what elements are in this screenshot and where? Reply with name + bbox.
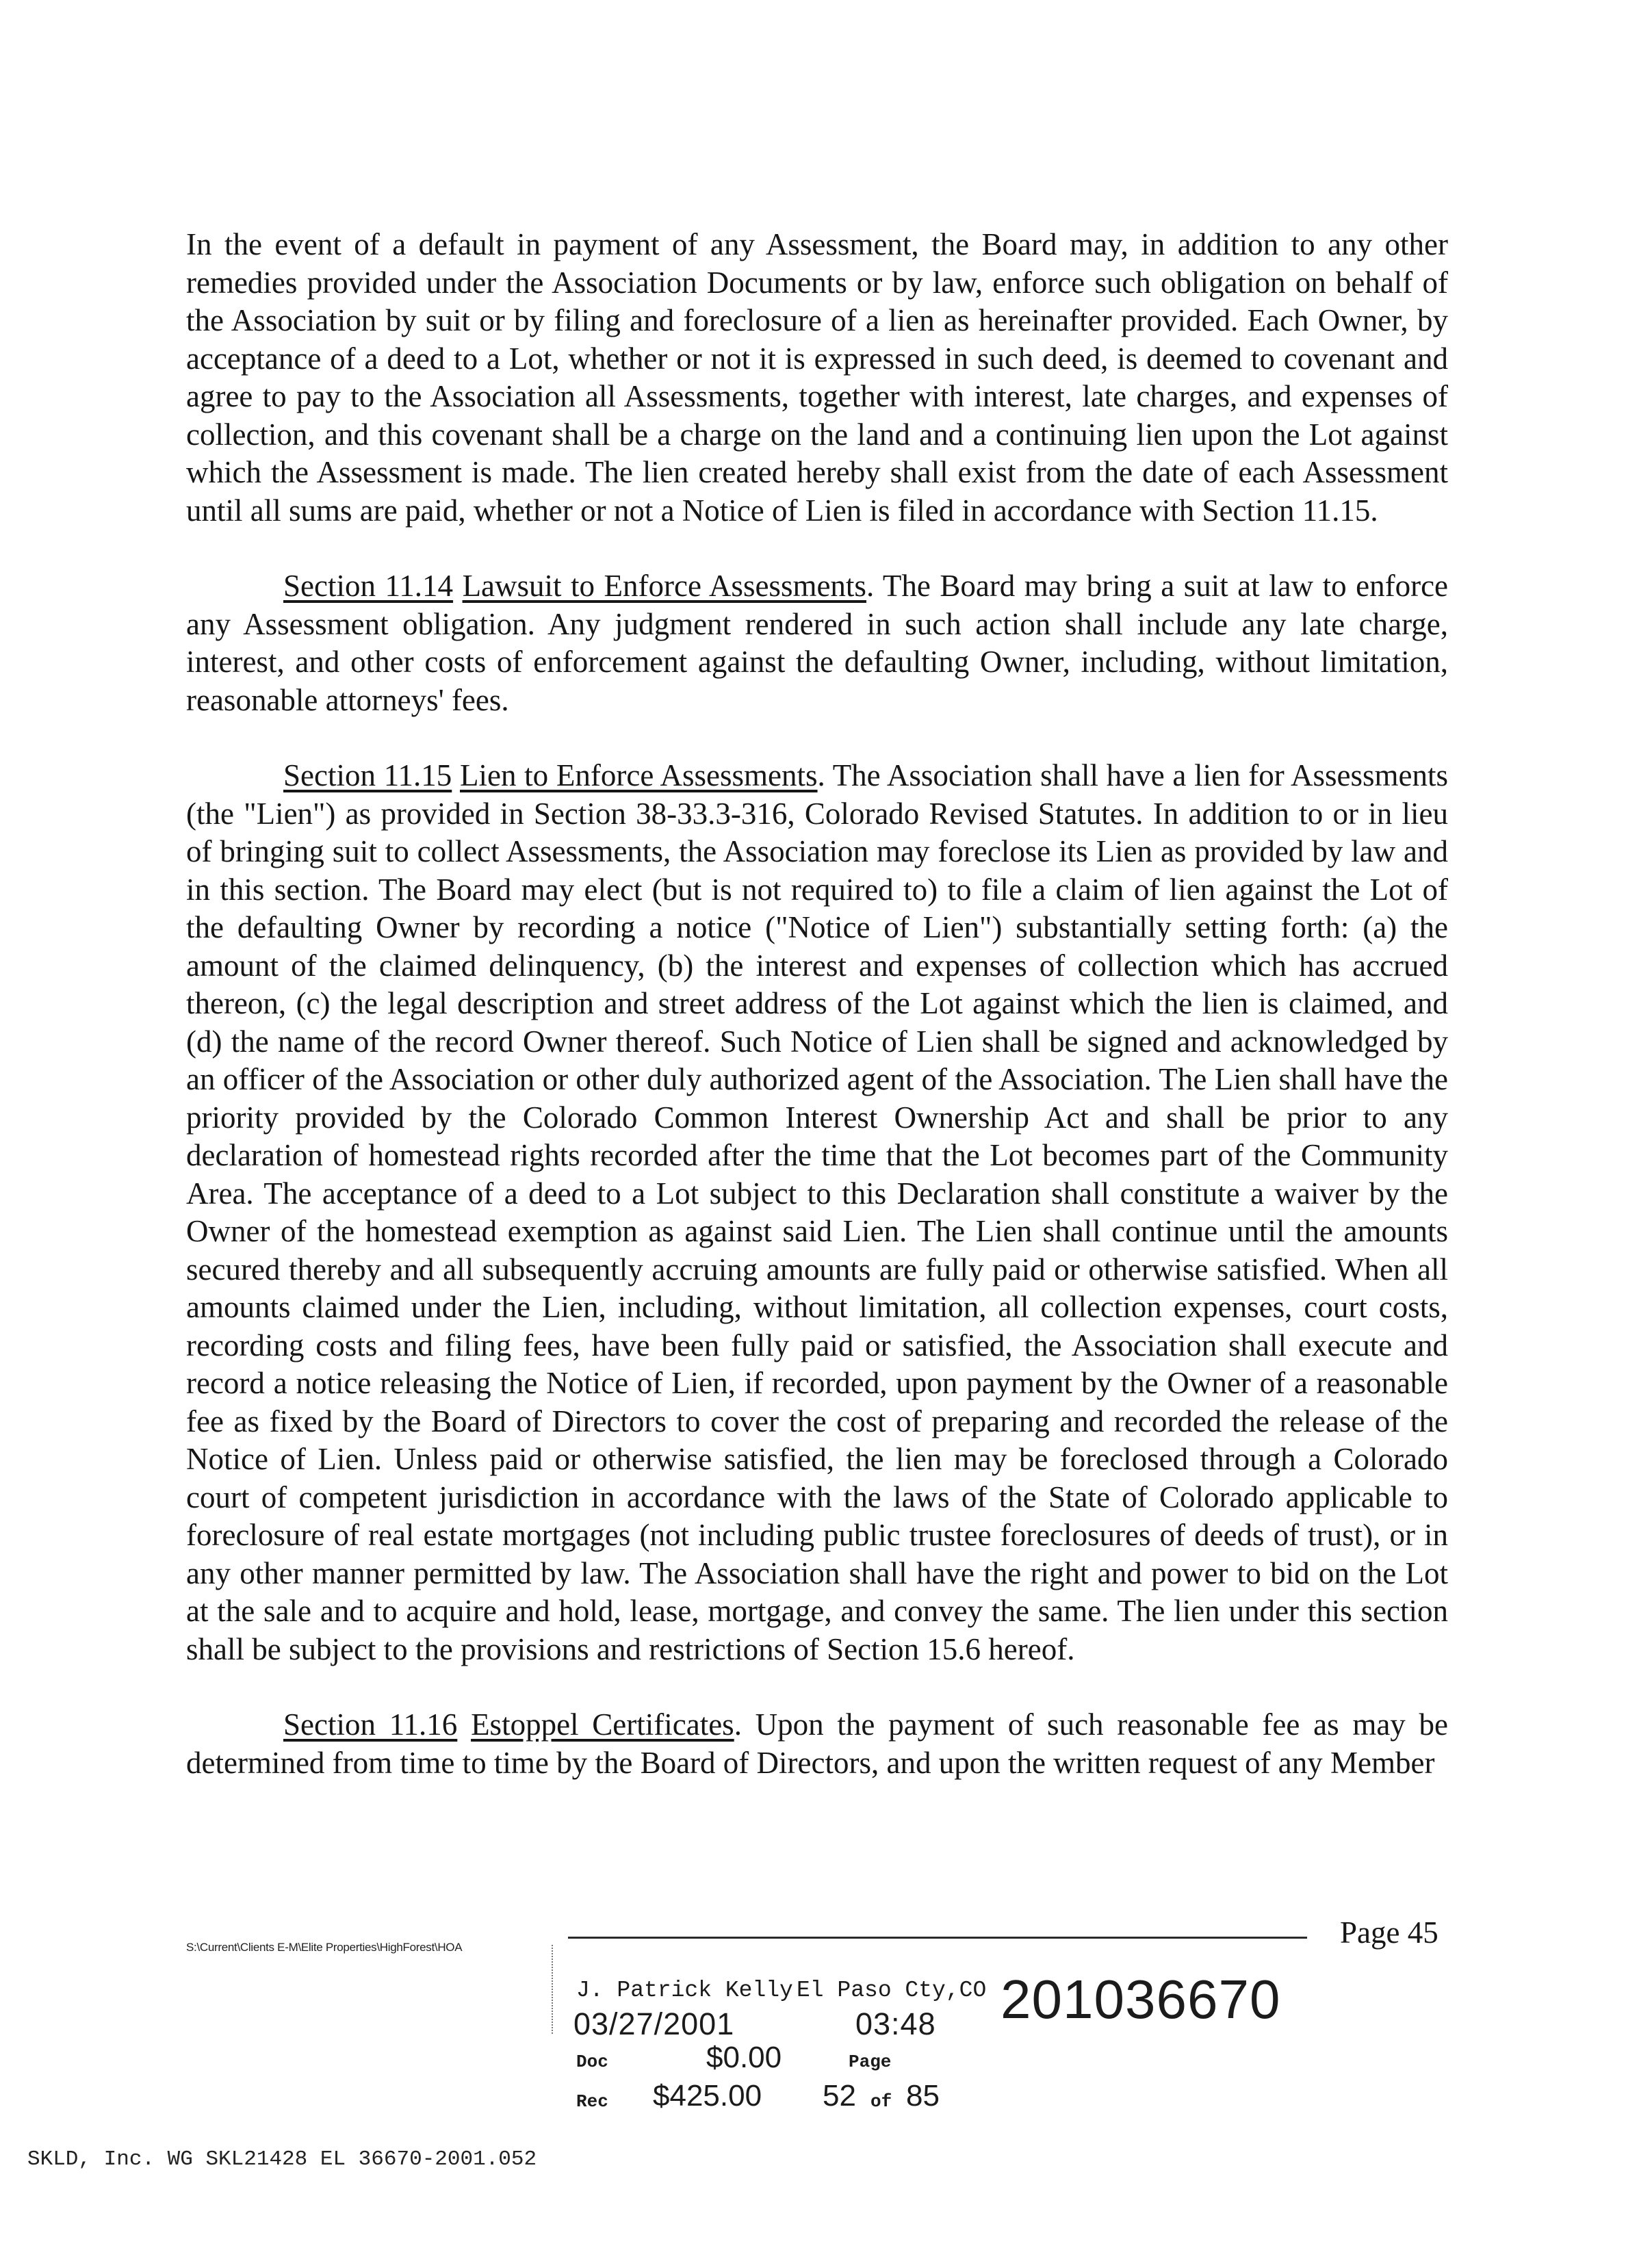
section-body: . The Board may bring a suit at law to enforce any Assessment obligation. Any judgment rendered in such action shall include any late charge, interest, and other costs of enforcement against the defaulting Owner, including, without limitation, reasonable attorneys' fees. <box>186 569 1449 717</box>
stamp-reception-number: 201036670 <box>1001 1969 1281 2030</box>
stamp-edge-divider <box>552 1945 553 2034</box>
stamp-doc-label: Doc <box>576 2052 608 2072</box>
section-11-16 <box>186 1706 1448 1782</box>
file-path-footer: S:\Current\Clients E-M\Elite Properties\HighForest\HOA <box>186 1941 463 1954</box>
stamp-date: 03/27/2001 <box>573 2006 735 2041</box>
stamp-time: 03:48 <box>855 2006 936 2041</box>
page-number: Page 45 <box>1340 1915 1438 1950</box>
stamp-rec-fee: $425.00 <box>653 2079 762 2113</box>
section-11-14 <box>186 567 1448 719</box>
stamp-page-number: 52 <box>823 2079 856 2113</box>
document-id: SKLD, Inc. WG SKL21428 EL 36670-2001.052 <box>27 2147 537 2171</box>
section-number: Section 11.16 <box>283 1707 458 1742</box>
stamp-doc-fee: $0.00 <box>706 2041 782 2074</box>
section-body: . Upon the payment of such reasonable fee as may be determined from time to time by the Board of Directors, and upon the written request of any Member <box>186 1707 1449 1780</box>
section-title: Lien to Enforce Assessments <box>460 758 818 792</box>
stamp-page-label: Page <box>849 2052 892 2072</box>
section-number: Section 11.15 <box>283 758 452 792</box>
section-title: Estoppel Certificates <box>471 1707 734 1742</box>
intro-paragraph: In the event of a default in payment of any Assessment, the Board may, in addition to any other remedies provided under the Association Documents or by law, enforce such obligation on behalf of the Association by suit or by filing and foreclosure of a lien as hereinafter provided. Each Owner, by acceptance of a deed to a Lot, whether or not it is expressed in such deed, is deemed to covenant and agree to pay to the Association all Assessments, together with interest, late charges, and expenses of collection, and this covenant shall be a charge on the land and a continuing lien upon the Lot against which the Assessment is made. The lien created hereby shall exist from the date of each Assessment until all sums are paid, whether or not a Notice of Lien is filed in accordance with Section 11.15. <box>186 227 1448 528</box>
section-11-15 <box>186 757 1448 1668</box>
section-body: . The Association shall have a lien for Assessments (the "Lien") as provided in Section 38-33.3-316, Colorado Revised Statutes. In addition to or in lieu of bringing suit to collect Assessments, the Association may foreclose its Lien as provided by law and in this section. The Board may elect (but is not required to) to file a claim of lien against the Lot of the defaulting Owner by recording a notice ("Notice of Lien") substantially setting forth: (a) the amount of the claimed delinquency, (b) the interest and expenses of collection which has accrued thereon, (c) the legal description and street address of the Lot against which the lien is claimed, and (d) the name of the record Owner thereof. Such Notice of Lien shall be signed and acknowledged by an officer of the Association or other duly authorized agent of the Association. The Lien shall have the priority provided by the Colorado Common Interest Ownership Act and shall be prior to any declaration of homestead rights recorded after the time that the Lot becomes part of the Community Area. The acceptance of a deed to a Lot subject to this Declaration shall constitute a waiver by the Owner of the homestead exemption as against said Lien. The Lien shall continue until the amounts secured thereby and all subsequently accruing amounts are fully paid or otherwise satisfied. When all amounts claimed under the Lien, including, without limitation, all collection expenses, court costs, recording costs and filing fees, have been fully paid or satisfied, the Association shall execute and record a notice releasing the Notice of Lien, if recorded, upon payment by the Owner of a reasonable fee as fixed by the Board of Directors to cover the cost of preparing and recorded the release of the Notice of Lien. Unless paid or otherwise satisfied, the lien may be foreclosed through a Colorado court of competent jurisdiction in accordance with the laws of the State of Colorado applicable to foreclosure of real estate mortgages (not including public trustee foreclosures of deeds of trust), or in any other manner permitted by law. The Association shall have the right and power to bid on the Lot at the sale and to acquire and hold, lease, mortgage, and convey the same. The lien under this section shall be subject to the provisions and restrictions of Section 15.6 hereof. <box>186 758 1449 1666</box>
stamp-recorder: J. Patrick Kelly <box>576 1978 793 2003</box>
stamp-county: El Paso Cty,CO <box>797 1978 987 2003</box>
footer-rule <box>568 1937 1307 1939</box>
stamp-page-total: 85 <box>906 2079 940 2113</box>
section-number: Section 11.14 <box>283 569 454 603</box>
stamp-rec-label: Rec <box>576 2091 608 2112</box>
document-body <box>186 226 1448 1782</box>
stamp-of-label: of <box>870 2091 892 2112</box>
section-title: Lawsuit to Enforce Assessments <box>462 569 866 603</box>
